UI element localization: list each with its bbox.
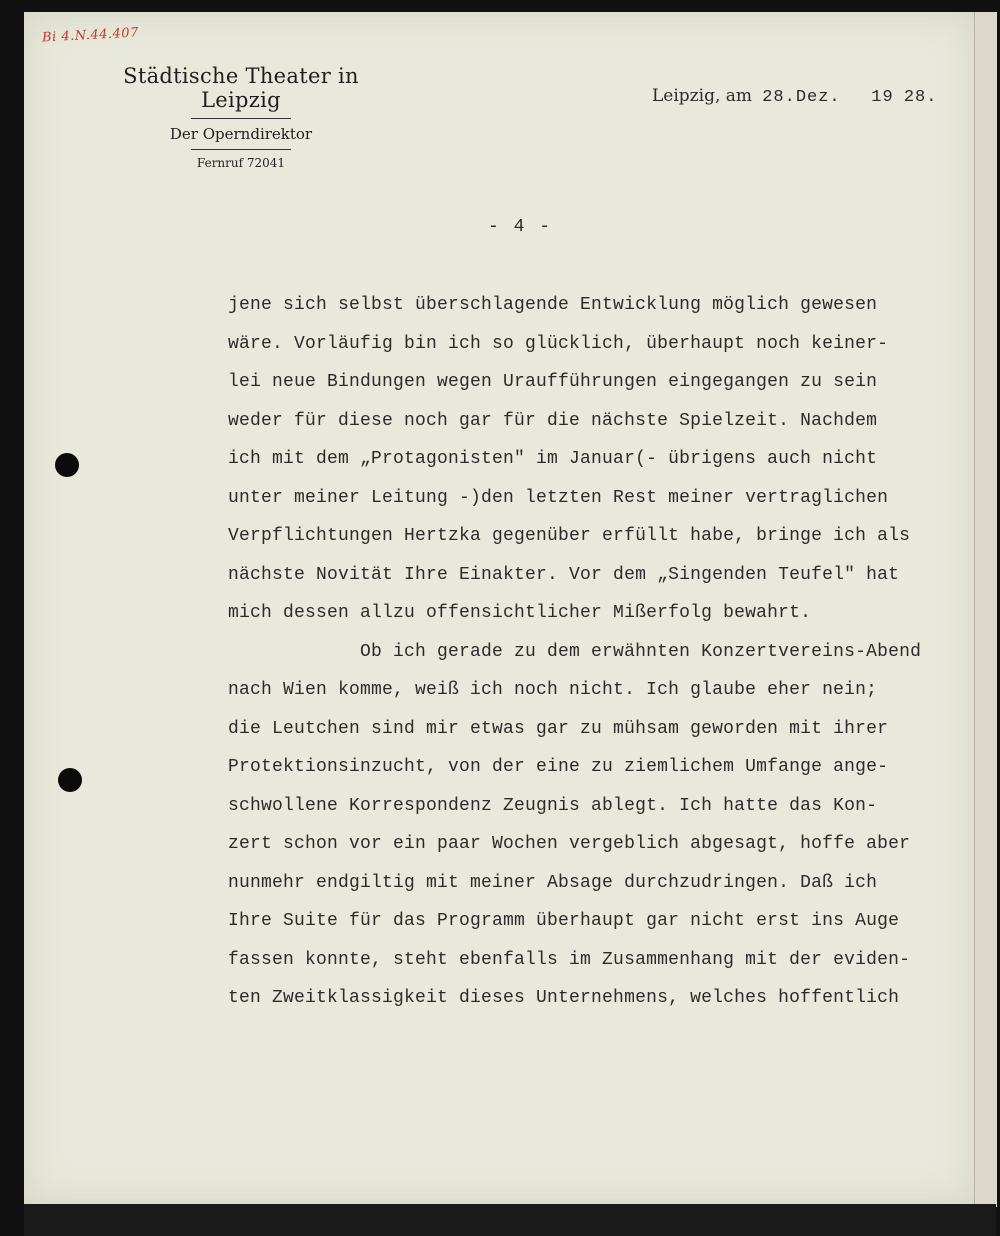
dateline-century: 19 <box>871 88 894 107</box>
letter-body <box>228 291 963 1023</box>
body-line: mich dessen allzu offensichtlicher Mißerfolg bewahrt. <box>228 603 812 623</box>
body-line: ten Zweitklassigkeit dieses Unternehmens, welches hoffentlich <box>228 988 900 1008</box>
body-line: wäre. Vorläufig bin ich so glücklich, überhaupt noch keiner- <box>228 333 889 354</box>
letterhead-rule-top <box>191 118 291 119</box>
body-line: nach Wien komme, weiß ich noch nicht. Ich glaube eher nein; <box>228 680 878 700</box>
letterhead-phone: Fernruf 72041 <box>196 156 286 170</box>
body-line: die Leutchen sind mir etwas gar zu mühsam geworden mit ihrer <box>228 718 889 739</box>
letterhead-name: Städtische Theater in Leipzig <box>123 64 359 112</box>
body-line: ich mit dem „Protagonisten" im Januar(- übrigens auch nicht <box>228 449 878 469</box>
scan-bottom-edge <box>24 1204 996 1236</box>
body-line: lei neue Bindungen wegen Uraufführungen eingegangen zu sein <box>228 372 878 392</box>
letterhead-role: Der Operndirektor <box>169 125 313 143</box>
paper-edge-strip <box>974 12 997 1207</box>
punch-hole-upper <box>55 453 79 477</box>
body-line: nunmehr endgiltig mit meiner Absage durchzudringen. Daß ich <box>228 872 878 893</box>
page-number: - 4 - <box>488 217 553 237</box>
body-line: zert schon vor ein paar Wochen vergeblich abgesagt, hoffe aber <box>228 834 911 854</box>
letterhead <box>86 64 396 170</box>
dateline-day-month: 28.Dez. <box>762 88 841 107</box>
body-line: Ob ich gerade zu dem erwähnten Konzertvereins-Abend <box>228 641 922 662</box>
body-line: Ihre Suite für das Programm überhaupt gar nicht erst ins Auge <box>228 911 900 931</box>
punch-hole-lower <box>58 768 82 792</box>
body-line: unter meiner Leitung -)den letzten Rest meiner vertraglichen <box>228 487 889 508</box>
letterhead-rule-bottom <box>191 149 291 150</box>
body-line: jene sich selbst überschlagende Entwicklung möglich gewesen <box>228 295 878 315</box>
body-line: schwollene Korrespondenz Zeugnis ablegt. Ich hatte das Kon- <box>228 795 878 816</box>
body-line: nächste Novität Ihre Einakter. Vor dem „Singenden Teufel" hat <box>228 564 900 585</box>
dateline <box>652 86 937 107</box>
body-line: fassen konnte, steht ebenfalls im Zusammenhang mit der eviden- <box>228 949 911 970</box>
body-line: weder für diese noch gar für die nächste Spielzeit. Nachdem <box>228 410 878 431</box>
dateline-year: 28. <box>903 88 938 107</box>
dateline-place: Leipzig, am <box>652 86 753 106</box>
body-line: Protektionsinzucht, von der eine zu ziemlichem Umfange ange- <box>228 757 889 777</box>
body-line: Verpflichtungen Hertzka gegenüber erfüllt habe, bringe ich als <box>228 526 911 546</box>
archive-signature-mark: Bi 4.N.44.407 <box>41 25 140 46</box>
